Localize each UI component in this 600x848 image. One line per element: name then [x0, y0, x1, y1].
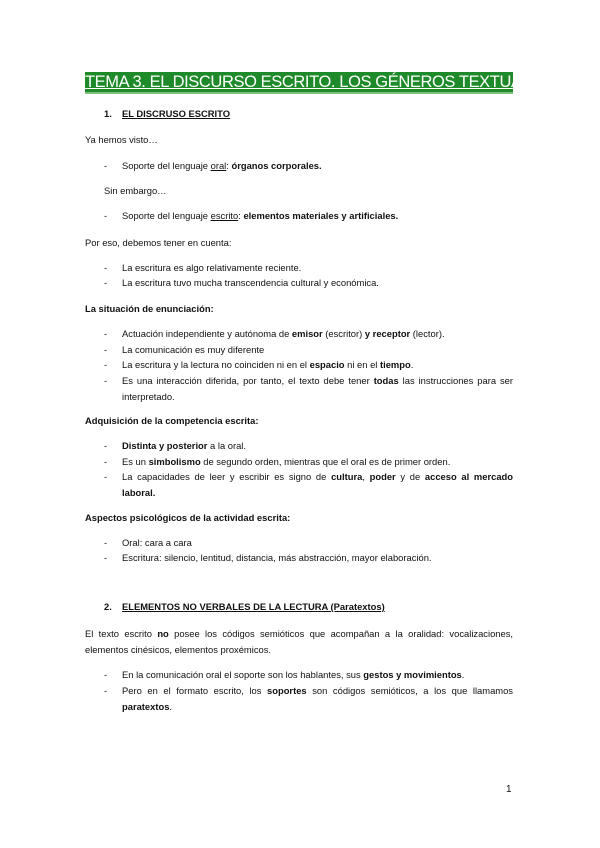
document-title: TEMA 3. EL DISCURSO ESCRITO. LOS GÉNEROS TEXTUALES — [85, 72, 513, 94]
text: cultura — [331, 471, 363, 482]
list-item — [104, 469, 513, 500]
list-item — [104, 535, 513, 551]
text: las instrucciones para ser interpretado. — [122, 375, 514, 402]
text: Soporte del lenguaje — [122, 160, 211, 171]
text: Escritura: silencio, lentitud, distancia, más abstracción, mayor elaboración. — [122, 552, 432, 563]
text: (lector). — [410, 328, 445, 339]
text: emisor — [291, 328, 323, 339]
bullet: - — [104, 375, 108, 386]
text: El texto escrito — [85, 628, 158, 639]
bullet: - — [104, 262, 108, 273]
text: oral — [210, 160, 227, 171]
bullet: - — [104, 537, 108, 548]
list-item — [104, 683, 513, 714]
list-item — [104, 208, 513, 224]
text: ni en el — [344, 359, 380, 370]
list-item — [104, 260, 513, 276]
text: escrito — [210, 210, 239, 221]
bullet: - — [104, 685, 108, 696]
section-number: 1. — [104, 108, 112, 119]
text: Pero en el formato escrito, los — [122, 685, 268, 696]
text: y receptor — [364, 328, 411, 339]
text: Es una interacción diferida, por tanto, el texto debe tener — [122, 375, 374, 386]
bullet: - — [104, 160, 108, 171]
text: La capacidades de leer y escribir es signo de — [122, 471, 332, 482]
text: espacio — [309, 359, 345, 370]
text: . — [169, 700, 173, 712]
list-item — [104, 158, 513, 174]
text: poder — [369, 471, 396, 482]
paragraph — [85, 626, 513, 657]
text: En la comunicación oral el soporte son los hablantes, sus — [122, 669, 364, 680]
text: . — [410, 359, 414, 370]
text: (escritor) — [322, 328, 365, 339]
bullet: - — [104, 456, 108, 467]
text: Distinta y posterior — [122, 440, 208, 451]
list-item — [104, 438, 513, 454]
bullet: - — [104, 328, 108, 339]
text: gestos y movimientos — [363, 669, 462, 680]
subheading: La situación de enunciación: — [85, 303, 214, 314]
text: no — [157, 628, 169, 639]
bullet: - — [104, 277, 108, 288]
list-item — [104, 357, 513, 373]
text: : — [238, 210, 244, 221]
text: Soporte del lenguaje — [122, 210, 211, 221]
paragraph: Por eso, debemos tener en cuenta: — [85, 237, 232, 248]
text: todas — [373, 375, 399, 386]
text: La escritura es algo relativamente reciente. — [122, 262, 302, 273]
section-number: 2. — [104, 601, 112, 612]
text: soportes — [267, 685, 307, 696]
list-item — [104, 667, 513, 683]
text: acceso al mercado laboral. — [122, 471, 513, 498]
text: a la oral. — [207, 440, 246, 451]
text: elementos materiales y artificiales. — [243, 210, 399, 221]
text: Es un — [122, 456, 149, 467]
text: Oral: cara a cara — [122, 537, 192, 548]
bullet: - — [104, 552, 108, 563]
text: : — [226, 160, 232, 171]
paragraph: Ya hemos visto… — [85, 134, 158, 145]
list-item — [104, 275, 513, 291]
list-item — [104, 373, 513, 404]
bullet: - — [104, 440, 108, 451]
list-item — [104, 550, 513, 566]
text: de segundo orden, mientras que el oral es de primer orden. — [200, 456, 451, 467]
text: La comunicación es muy diferente — [122, 344, 265, 355]
bullet: - — [104, 210, 108, 221]
section-title: EL DISCRUSO ESCRITO — [122, 108, 231, 119]
text: , — [362, 471, 370, 482]
subheading: Adquisición de la competencia escrita: — [85, 415, 259, 426]
section-2-heading — [104, 601, 385, 612]
text: La escritura y la lectura no coinciden ni en el — [122, 359, 310, 370]
bullet: - — [104, 669, 108, 680]
page-number: 1 — [506, 784, 512, 795]
paragraph: Sin embargo… — [104, 185, 167, 196]
section-1-heading — [104, 108, 230, 119]
text: paratextos — [122, 700, 170, 712]
text: . — [461, 669, 465, 680]
section-title: ELEMENTOS NO VERBALES DE LA LECTURA (Paratextos) — [122, 601, 385, 612]
text: y de — [395, 471, 425, 482]
bullet: - — [104, 359, 108, 370]
text: posee los códigos semióticos que acompañan a la oralidad: vocalizaciones, elementos cinésicos, elementos proxémicos. — [85, 628, 514, 655]
bullet: - — [104, 344, 108, 355]
subheading: Aspectos psicológicos de la actividad escrita: — [85, 512, 291, 523]
text: simbolismo — [148, 456, 201, 467]
list-item — [104, 454, 513, 470]
text: Actuación independiente y autónoma de — [122, 328, 292, 339]
bullet: - — [104, 471, 108, 482]
text: son códigos semióticos, a los que llamamos — [306, 685, 513, 696]
list-item — [104, 326, 513, 342]
list-item — [104, 342, 513, 358]
text: tiempo — [379, 359, 411, 370]
text: órganos corporales. — [231, 160, 322, 171]
text: La escritura tuvo mucha transcendencia cultural y económica. — [122, 277, 379, 288]
